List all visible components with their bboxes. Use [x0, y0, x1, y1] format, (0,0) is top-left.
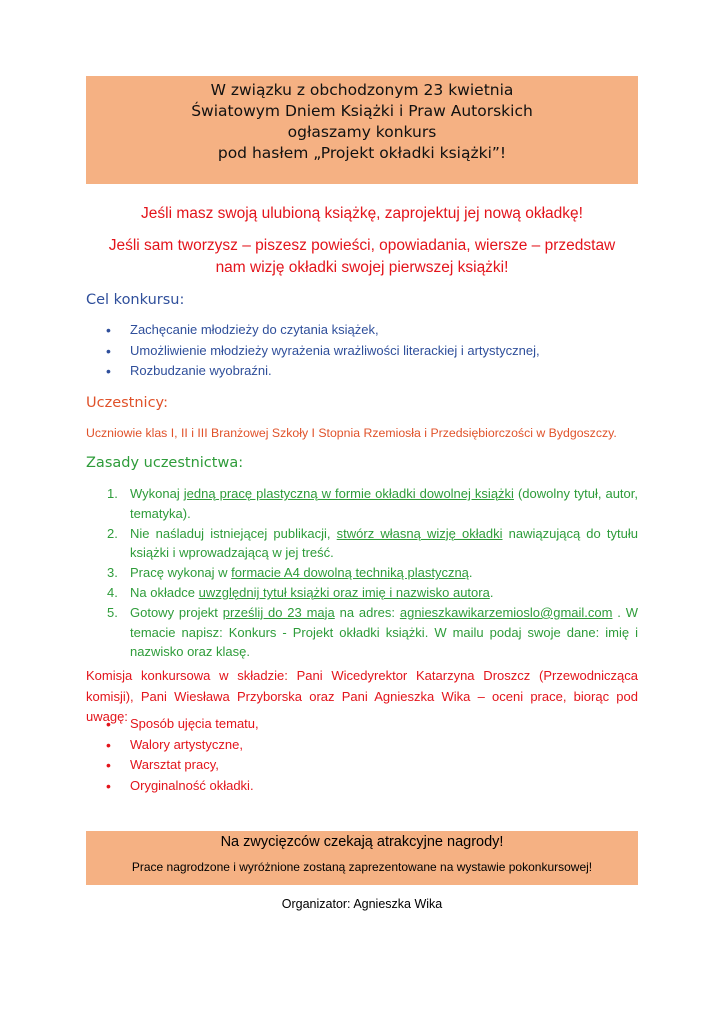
intro-line-part: Jeśli sam tworzysz – piszesz powieści, opowiadania, wiersze – przedstaw [108, 237, 616, 254]
rule-emphasis: jedną pracę plastyczną w formie okładki dowolnej książki [183, 486, 514, 501]
rule-text: Wykonaj [130, 486, 184, 501]
list-item: • Zachęcanie młodzieży do czytania książek, [104, 320, 540, 341]
email-link[interactable]: agnieszkawikarzemioslo@gmail.com [399, 604, 613, 620]
goals-list [104, 320, 540, 382]
list-item: • Umożliwienie młodzieży wyrażenia wrażliwości literackiej i artystycznej, [104, 341, 540, 362]
intro-line: Jeśli masz swoją ulubioną książkę, zaprojektuj jej nową okładkę! [141, 205, 583, 222]
prizes-box [86, 831, 638, 885]
rule-text: Na okładce [130, 584, 199, 600]
list-item: • Walory artystyczne, [104, 735, 259, 756]
list-item: • Oryginalność okładki. [104, 776, 259, 797]
item-number: 4. [107, 584, 118, 600]
list-item: • Rozbudzanie wyobraźni. [104, 361, 540, 382]
goals-heading: Cel konkursu: [86, 292, 185, 308]
list-item: • Sposób ujęcia tematu, [104, 714, 259, 735]
announcement-header [86, 76, 638, 184]
header-line: Światowym Dniem Książki i Praw Autorskich [191, 102, 533, 120]
rule-text: . W temacie napisz: Konkurs - Projekt okładki książki. W mailu podaj swoje dane: imię i nazwisko oraz klasę. [130, 604, 638, 660]
header-line: pod hasłem „Projekt okładki książki”! [217, 144, 507, 162]
header-line: ogłaszamy konkurs [287, 123, 437, 141]
intro-line [86, 235, 638, 279]
rule-text: (dowolny tytuł, autor, tematyka). [130, 486, 638, 521]
rule-text: Nie naśladuj istniejącej publikacji, [130, 525, 337, 541]
item-number: 3. [107, 565, 118, 581]
list-item [104, 583, 638, 603]
prizes-subtitle: Prace nagrodzone i wyróżnione zostaną zaprezentowane na wystawie pokonkursowej! [131, 860, 593, 874]
header-line: W związku z obchodzonym 23 kwietnia [210, 81, 514, 99]
list-item [104, 484, 638, 524]
criteria-list [104, 714, 259, 796]
organizer-line: Organizator: Agnieszka Wika [281, 897, 443, 911]
list-item [104, 563, 638, 583]
item-number: 5. [107, 604, 118, 620]
intro-line-part: nam wizję okładki swojej pierwszej książki! [215, 259, 509, 276]
committee-text: Komisja konkursowa w składzie: Pani Wicedyrektor Katarzyna Droszcz (Przewodnicząca komisji), Pani Wiesława Przyborska oraz Pani Agnieszka Wika – oceni prace, biorąc pod uwagę: [86, 668, 638, 724]
rule-text: na adres: [334, 604, 400, 620]
rule-emphasis: uwzględnij tytuł książki oraz imię i nazwisko autora [198, 584, 490, 600]
item-number: 2. [107, 525, 118, 541]
participants-text: Uczniowie klas I, II i III Branżowej Szkoły I Stopnia Rzemiosła i Przedsiębiorczości w Bydgoszczy. [86, 426, 617, 440]
list-item: • Warsztat pracy, [104, 755, 259, 776]
rule-emphasis: stwórz własną wizję okładki [336, 525, 503, 541]
rule-emphasis: prześlij do 23 maja [222, 604, 335, 620]
rule-text: Gotowy projekt [130, 604, 223, 620]
prizes-title: Na zwycięzców czekają atrakcyjne nagrody! [220, 834, 504, 850]
rule-text: . [468, 565, 473, 581]
participants-heading: Uczestnicy: [86, 395, 168, 411]
rule-emphasis: formacie A4 dowolną techniką plastyczną [231, 565, 469, 581]
item-number: 1. [107, 486, 118, 501]
rules-heading: Zasady uczestnictwa: [86, 455, 244, 471]
rule-text: Pracę wykonaj w [130, 565, 232, 581]
rule-text: nawiązującą do tytułu książki i wprowadzającą w jej treść. [130, 525, 638, 561]
rules-list [104, 484, 638, 662]
rule-text: . [489, 584, 494, 600]
list-item [104, 524, 638, 564]
list-item [104, 603, 638, 662]
